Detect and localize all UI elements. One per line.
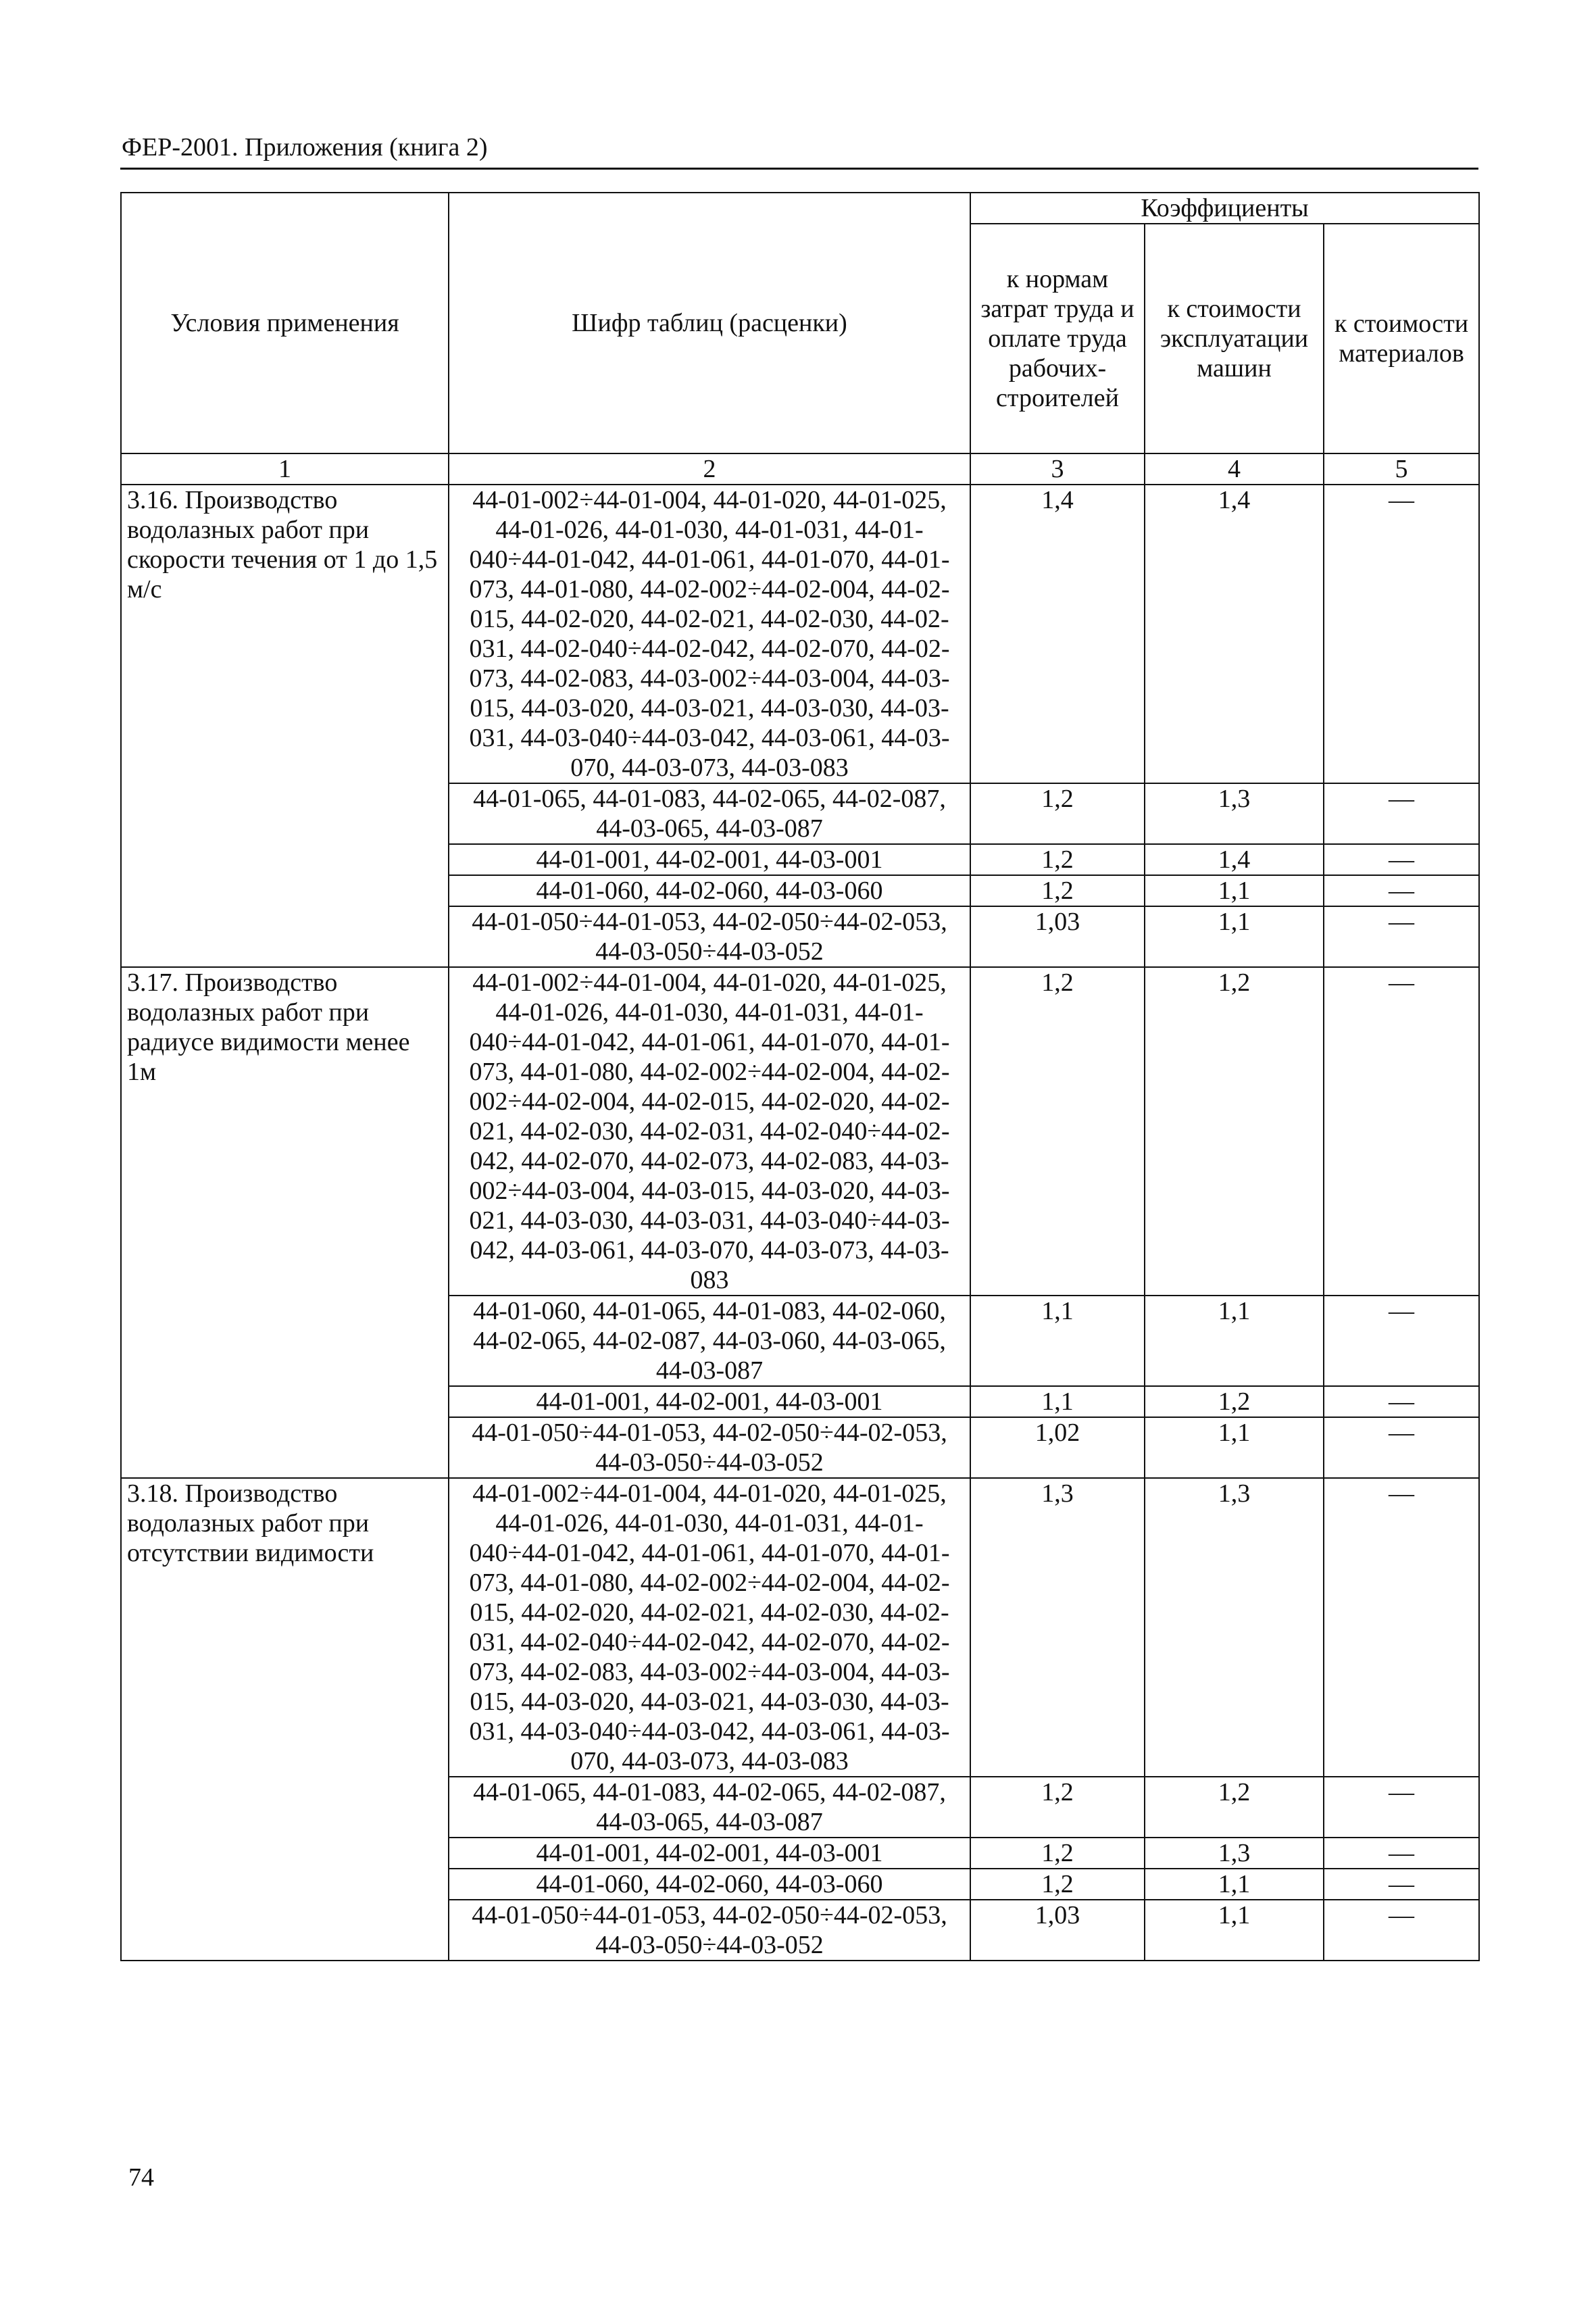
- condition-cell: 3.17. Производство водолазных работ при радиусе видимости менее 1м: [121, 967, 449, 1478]
- materials-coef-cell: —: [1324, 1900, 1479, 1961]
- labor-coef-cell: 1,2: [970, 1869, 1145, 1900]
- machines-coef-cell: 1,2: [1145, 967, 1324, 1296]
- header-materials: к стоимости материалов: [1324, 224, 1479, 453]
- machines-coef-cell: 1,3: [1145, 783, 1324, 844]
- materials-coef-cell: —: [1324, 875, 1479, 906]
- machines-coef-cell: 1,1: [1145, 875, 1324, 906]
- materials-coef-cell: —: [1324, 1478, 1479, 1777]
- coefficients-table: [120, 192, 1480, 1961]
- labor-coef-cell: 1,1: [970, 1296, 1145, 1386]
- labor-coef-cell: 1,2: [970, 1838, 1145, 1869]
- materials-coef-cell: —: [1324, 1869, 1479, 1900]
- machines-coef-cell: 1,1: [1145, 1869, 1324, 1900]
- code-cell: 44-01-002÷44-01-004, 44-01-020, 44-01-025, 44-01-026, 44-01-030, 44-01-031, 44-01-040÷44-01-042, 44-01-061, 44-01-070, 44-01-073, 44-01-080, 44-02-002÷44-02-004, 44-02-015, 44-02-020, 44-02-021, 44-02-030, 44-02-031, 44-02-040÷44-02-042, 44-02-070, 44-02-073, 44-02-083, 44-03-002÷44-03-004, 44-03-015, 44-03-020, 44-03-021, 44-03-030, 44-03-031, 44-03-040÷44-03-042, 44-03-061, 44-03-070, 44-03-073, 44-03-083: [449, 485, 970, 783]
- code-cell: 44-01-065, 44-01-083, 44-02-065, 44-02-087, 44-03-065, 44-03-087: [449, 1777, 970, 1838]
- machines-coef-cell: 1,1: [1145, 1296, 1324, 1386]
- machines-coef-cell: 1,2: [1145, 1777, 1324, 1838]
- materials-coef-cell: —: [1324, 1386, 1479, 1417]
- materials-coef-cell: —: [1324, 1417, 1479, 1478]
- machines-coef-cell: 1,1: [1145, 1900, 1324, 1961]
- labor-coef-cell: 1,4: [970, 485, 1145, 783]
- code-cell: 44-01-060, 44-02-060, 44-03-060: [449, 875, 970, 906]
- header-conditions: Условия применения: [121, 193, 449, 453]
- table-row: [121, 485, 1479, 783]
- code-cell: 44-01-002÷44-01-004, 44-01-020, 44-01-025, 44-01-026, 44-01-030, 44-01-031, 44-01-040÷44-01-042, 44-01-061, 44-01-070, 44-01-073, 44-01-080, 44-02-002÷44-02-004, 44-02-002÷44-02-004, 44-02-015, 44-02-020, 44-02-021, 44-02-030, 44-02-031, 44-02-040÷44-02-042, 44-02-070, 44-02-073, 44-02-083, 44-03-002÷44-03-004, 44-03-015, 44-03-020, 44-03-021, 44-03-030, 44-03-031, 44-03-040÷44-03-042, 44-03-061, 44-03-070, 44-03-073, 44-03-083: [449, 967, 970, 1296]
- labor-coef-cell: 1,2: [970, 967, 1145, 1296]
- code-cell: 44-01-050÷44-01-053, 44-02-050÷44-02-053, 44-03-050÷44-03-052: [449, 906, 970, 967]
- machines-coef-cell: 1,2: [1145, 1386, 1324, 1417]
- page-number: 74: [128, 2163, 154, 2192]
- machines-coef-cell: 1,4: [1145, 844, 1324, 875]
- code-cell: 44-01-001, 44-02-001, 44-03-001: [449, 1386, 970, 1417]
- machines-coef-cell: 1,1: [1145, 1417, 1324, 1478]
- code-cell: 44-01-001, 44-02-001, 44-03-001: [449, 1838, 970, 1869]
- materials-coef-cell: —: [1324, 1838, 1479, 1869]
- code-cell: 44-01-060, 44-01-065, 44-01-083, 44-02-060, 44-02-065, 44-02-087, 44-03-060, 44-03-065, 44-03-087: [449, 1296, 970, 1386]
- header-rule: [120, 168, 1478, 170]
- header-machines: к стоимости эксплуатации машин: [1145, 224, 1324, 453]
- machines-coef-cell: 1,4: [1145, 485, 1324, 783]
- running-header: ФЕР-2001. Приложения (книга 2): [122, 133, 488, 162]
- table-row: [121, 967, 1479, 1296]
- header-coefficients: Коэффициенты: [970, 193, 1479, 224]
- column-number: 2: [449, 453, 970, 485]
- materials-coef-cell: —: [1324, 906, 1479, 967]
- condition-cell: 3.16. Производство водолазных работ при скорости течения от 1 до 1,5 м/с: [121, 485, 449, 967]
- table-row: [121, 1478, 1479, 1777]
- condition-cell: 3.18. Производство водолазных работ при отсутствии видимости: [121, 1478, 449, 1961]
- column-number: 4: [1145, 453, 1324, 485]
- code-cell: 44-01-002÷44-01-004, 44-01-020, 44-01-025, 44-01-026, 44-01-030, 44-01-031, 44-01-040÷44-01-042, 44-01-061, 44-01-070, 44-01-073, 44-01-080, 44-02-002÷44-02-004, 44-02-015, 44-02-020, 44-02-021, 44-02-030, 44-02-031, 44-02-040÷44-02-042, 44-02-070, 44-02-073, 44-02-083, 44-03-002÷44-03-004, 44-03-015, 44-03-020, 44-03-021, 44-03-030, 44-03-031, 44-03-040÷44-03-042, 44-03-061, 44-03-070, 44-03-073, 44-03-083: [449, 1478, 970, 1777]
- header-labor: к нормам затрат труда и оплате труда рабочих-строителей: [970, 224, 1145, 453]
- labor-coef-cell: 1,03: [970, 1900, 1145, 1961]
- materials-coef-cell: —: [1324, 1296, 1479, 1386]
- column-number-row: [121, 453, 1479, 485]
- code-cell: 44-01-060, 44-02-060, 44-03-060: [449, 1869, 970, 1900]
- machines-coef-cell: 1,1: [1145, 906, 1324, 967]
- column-number: 1: [121, 453, 449, 485]
- machines-coef-cell: 1,3: [1145, 1478, 1324, 1777]
- labor-coef-cell: 1,3: [970, 1478, 1145, 1777]
- materials-coef-cell: —: [1324, 783, 1479, 844]
- labor-coef-cell: 1,1: [970, 1386, 1145, 1417]
- materials-coef-cell: —: [1324, 485, 1479, 783]
- labor-coef-cell: 1,2: [970, 844, 1145, 875]
- machines-coef-cell: 1,3: [1145, 1838, 1324, 1869]
- labor-coef-cell: 1,02: [970, 1417, 1145, 1478]
- column-number: 5: [1324, 453, 1479, 485]
- labor-coef-cell: 1,03: [970, 906, 1145, 967]
- code-cell: 44-01-050÷44-01-053, 44-02-050÷44-02-053, 44-03-050÷44-03-052: [449, 1417, 970, 1478]
- code-cell: 44-01-065, 44-01-083, 44-02-065, 44-02-087, 44-03-065, 44-03-087: [449, 783, 970, 844]
- labor-coef-cell: 1,2: [970, 1777, 1145, 1838]
- code-cell: 44-01-001, 44-02-001, 44-03-001: [449, 844, 970, 875]
- labor-coef-cell: 1,2: [970, 783, 1145, 844]
- column-number: 3: [970, 453, 1145, 485]
- materials-coef-cell: —: [1324, 1777, 1479, 1838]
- code-cell: 44-01-050÷44-01-053, 44-02-050÷44-02-053, 44-03-050÷44-03-052: [449, 1900, 970, 1961]
- labor-coef-cell: 1,2: [970, 875, 1145, 906]
- header-code: Шифр таблиц (расценки): [449, 193, 970, 453]
- materials-coef-cell: —: [1324, 844, 1479, 875]
- materials-coef-cell: —: [1324, 967, 1479, 1296]
